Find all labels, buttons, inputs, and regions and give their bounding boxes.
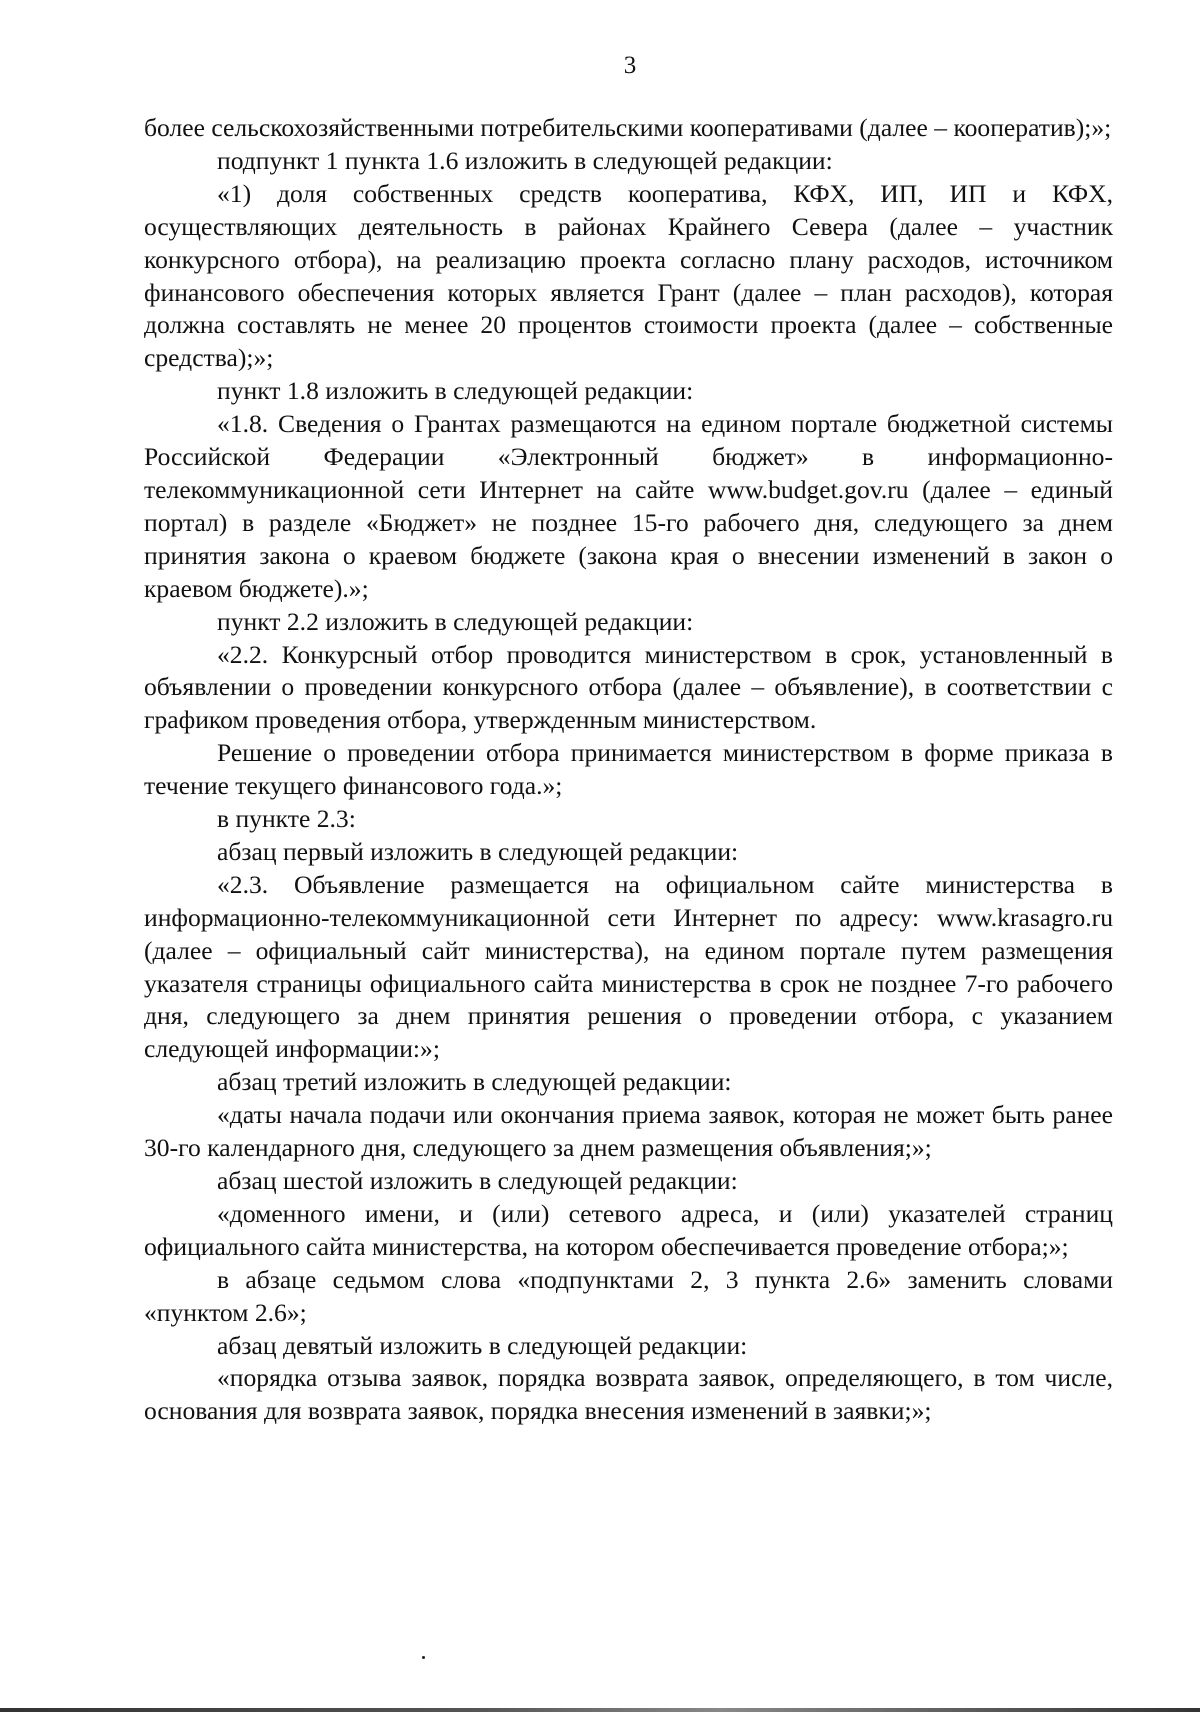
paragraph: «1.8. Сведения о Грантах размещаются на едином портале бюджетной системы Российской Федерации «Электронный бюджет» в информационно-телекоммуникационной сети Интернет на сайте www.budget.gov.ru (далее – единый портал) в разделе «Бюджет» не позднее 15-го рабочего дня, следующего за днем принятия закона о краевом бюджете (закона края о внесении изменений в закон о краевом бюджете).»; <box>144 409 1113 603</box>
paragraph: «порядка отзыва заявок, порядка возврата заявок, определяющего, в том числе, основания для возврата заявок, порядка внесения изменений в заявки;»; <box>144 1363 1113 1426</box>
paragraph: в абзаце седьмом слова «подпунктами 2, 3 пункта 2.6» заменить словами «пунктом 2.6»; <box>144 1264 1113 1327</box>
paragraph: «1) доля собственных средств кооператива, КФХ, ИП, ИП и КФХ, осуществляющих деятельность в районах Крайнего Севера (далее – участник конкурсного отбора), на реализацию проекта согласно плану расходов, источником финансового обеспечения которых является Грант (далее – план расходов), которая должна составлять не менее 20 процентов стоимости проекта (далее – собственные средства);»; <box>144 178 1113 373</box>
paragraph: пункт 2.2 изложить в следующей редакции: <box>217 606 694 636</box>
paragraph: абзац третий изложить в следующей редакции: <box>217 1067 732 1097</box>
scan-speck <box>422 1656 425 1659</box>
paragraph: более сельскохозяйственными потребительскими кооперативами (далее – кооператив);»; <box>144 113 1112 142</box>
paragraph: «даты начала подачи или окончания приема заявок, которая не может быть ранее 30-го календарного дня, следующего за днем размещения объявления;»; <box>144 1100 1113 1163</box>
paragraph: подпункт 1 пункта 1.6 изложить в следующей редакции: <box>217 145 833 175</box>
paragraph: пункт 1.8 изложить в следующей редакции: <box>217 376 694 406</box>
scan-bottom-edge <box>0 1708 1200 1712</box>
paragraph: абзац шестой изложить в следующей редакции: <box>217 1166 738 1195</box>
paragraph: «2.3. Объявление размещается на официальном сайте министерства в информационно-телекоммуникационной сети Интернет по адресу: www.krasagro.ru (далее – официальный сайт министерства), на едином портале путем размещения указателя страницы официального сайта министерства в срок не позднее 7-го рабочего дня, следующего за днем принятия решения о проведении отбора, с указанием следующей информации:»; <box>144 869 1113 1064</box>
paragraph: Решение о проведении отбора принимается министерством в форме приказа в течение текущего финансового года.»; <box>144 738 1113 801</box>
paragraph: «доменного имени, и (или) сетевого адреса, и (или) указателей страниц официального сайта министерства, на котором обеспечивается проведение отбора;»; <box>144 1198 1113 1261</box>
paragraph: абзац первый изложить в следующей редакции: <box>217 836 739 866</box>
document-body <box>144 112 1113 1428</box>
page-number: 3 <box>623 52 637 79</box>
paragraph: «2.2. Конкурсный отбор проводится министерством в срок, установленный в объявлении о проведении конкурсного отбора (далее – объявление), в соответствии с графиком проведения отбора, утвержденным министерством. <box>144 639 1113 735</box>
paragraph: абзац девятый изложить в следующей редакции: <box>217 1330 748 1360</box>
paragraph: в пункте 2.3: <box>217 804 356 834</box>
